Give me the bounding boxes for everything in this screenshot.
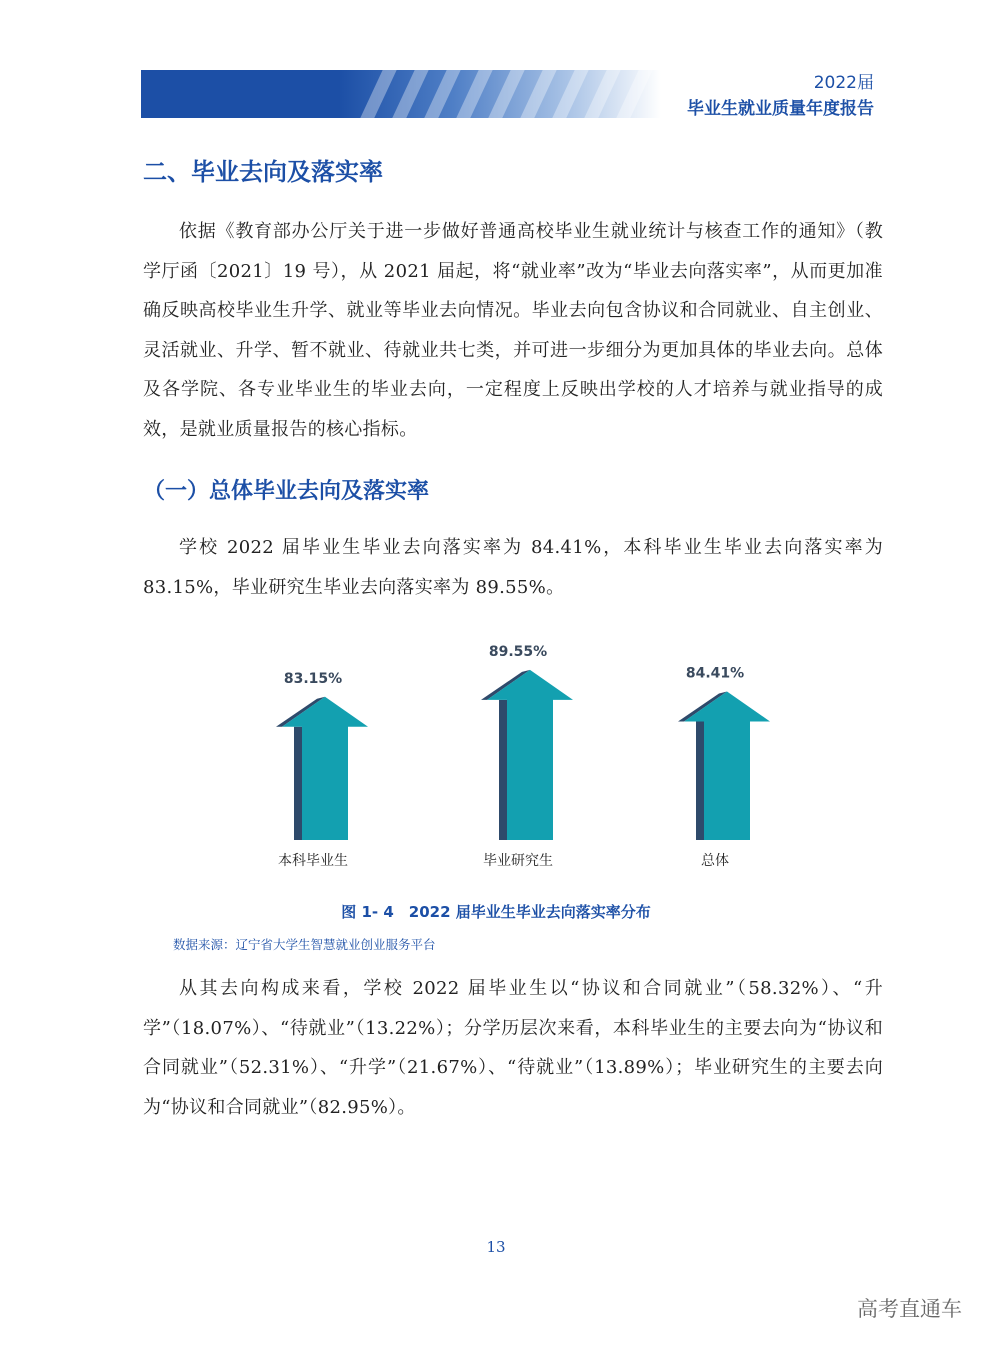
subsection-title: （一）总体毕业去向及落实率 [143, 479, 430, 504]
composition-paragraph: 从其去向构成来看，学校 2022 届毕业生以“协议和合同就业”（58.32%）、“升学”（18.07%）、“待就业”（13.22%）；分学历层次来看，本科毕业生的主要去向为“协议和合同就业”（52.31%）、“升学”（21.67%）、“待就业”（13.89%）；毕业研究生的主要去向为“协议和合同就业”（82.95%）。 [143, 978, 883, 1118]
header-year: 2022届 [813, 73, 874, 93]
section-title: 二、毕业去向及落实率 [143, 158, 383, 186]
category-label-2: 毕业研究生 [483, 853, 553, 869]
intro-paragraph: 依据《教育部办公厅关于进一步做好普通高校毕业生就业统计与核查工作的通知》（教学厅函〔2021〕19 号），从 2021 届起，将“就业率”改为“毕业去向落实率”，从而更加准确反映高校毕业生升学、就业等毕业去向情况。毕业去向包含协议和合同就业、自主创业、灵活就业、升学、暂不就业、待就业共七类，并可进一步细分为更加具体的毕业去向。总体及各学院、各专业毕业生的毕业去向，一定程度上反映出学校的人才培养与就业指导的成效，是就业质量报告的核心指标。 [143, 221, 883, 440]
data-label-2: 89.55% [488, 643, 548, 660]
figure-source: 数据来源：辽宁省大学生智慧就业创业服务平台 [173, 937, 436, 952]
chart-svg [240, 640, 800, 880]
header-title: 毕业生就业质量年度报告 [687, 99, 874, 119]
data-label-1: 83.15% [283, 670, 343, 687]
rate-paragraph: 学校 2022 届毕业生毕业去向落实率为 84.41%，本科毕业生毕业去向落实率为 83.15%，毕业研究生毕业去向落实率为 89.55%。 [143, 537, 883, 598]
category-label-3: 总体 [701, 853, 729, 869]
header-banner [141, 70, 661, 118]
data-label-3: 84.41% [685, 665, 745, 682]
watermark: 高考直通车 [857, 1297, 962, 1321]
arrow-bar-chart [240, 640, 800, 880]
category-label-1: 本科毕业生 [278, 853, 348, 869]
page-number: 13 [486, 1238, 506, 1256]
figure-caption: 图 1- 4 2022 届毕业生毕业去向落实率分布 [341, 903, 651, 921]
